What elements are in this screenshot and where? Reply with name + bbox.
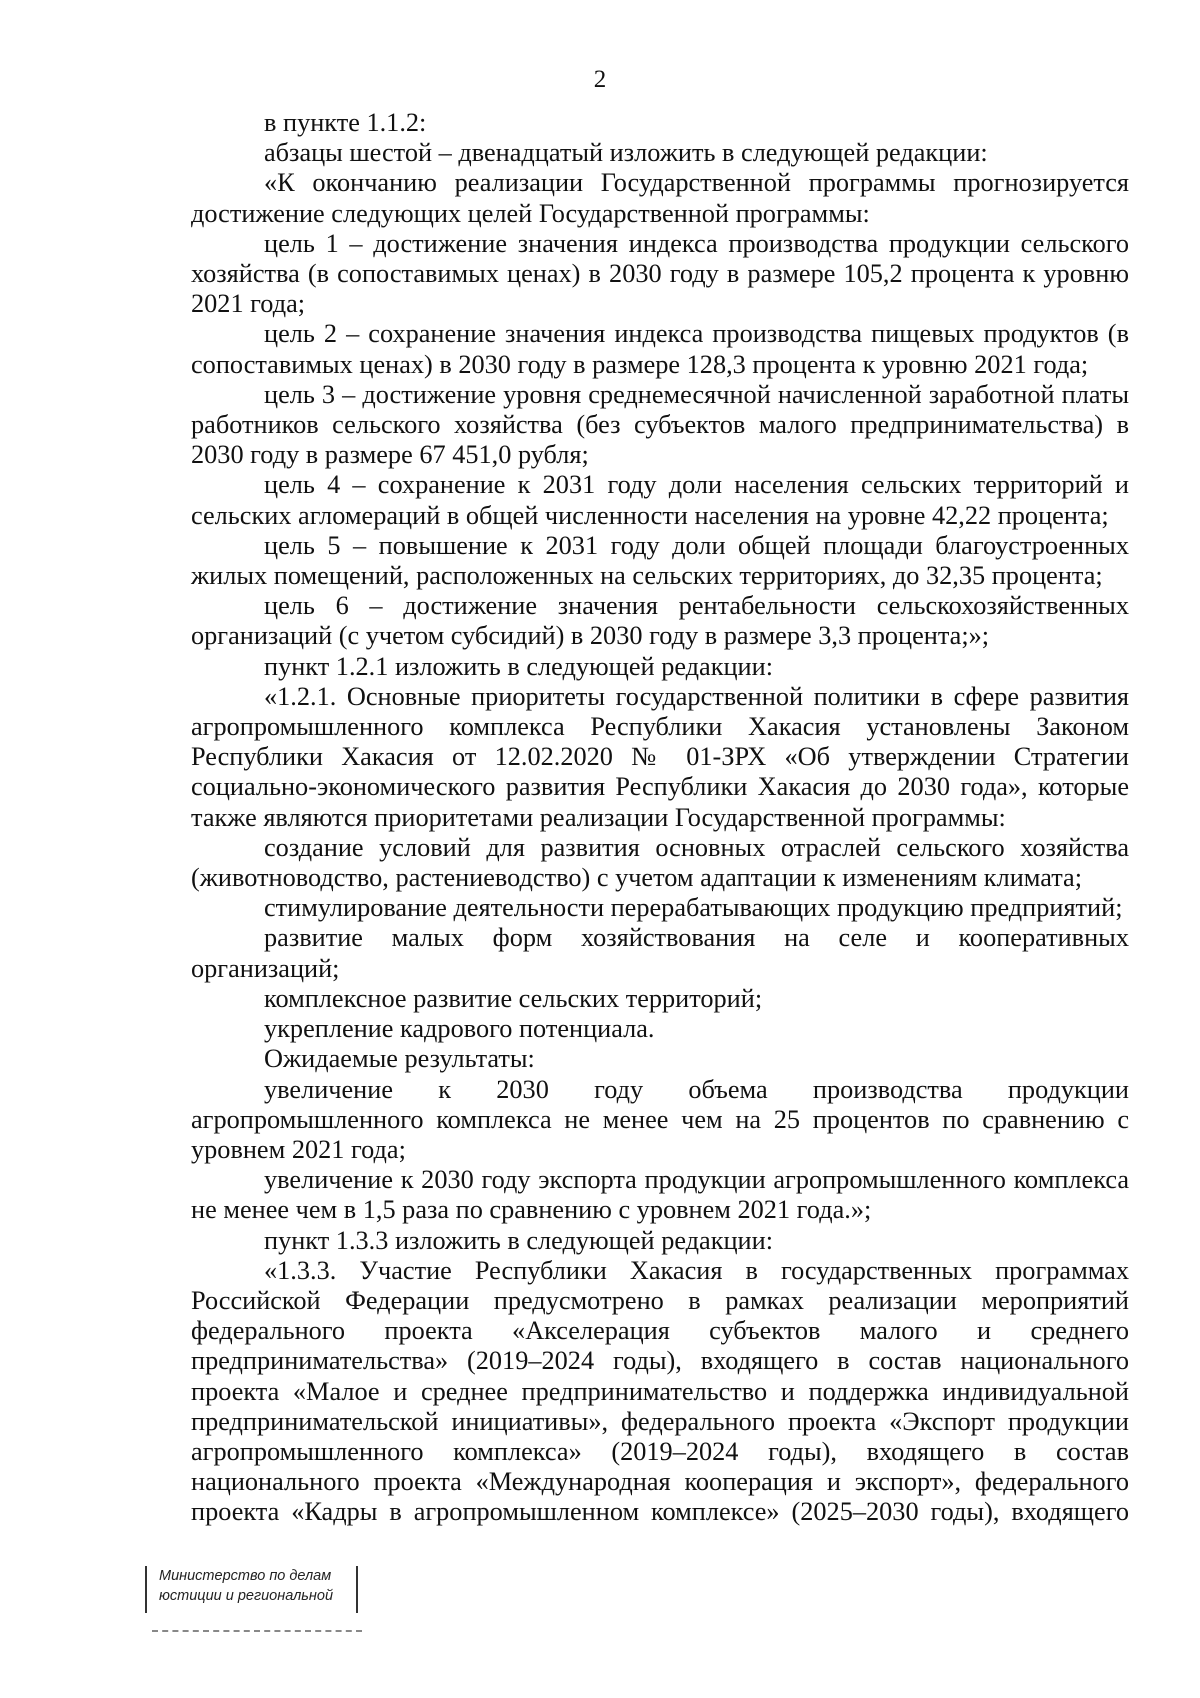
stamp-bottom-border (152, 1630, 362, 1632)
paragraph: Ожидаемые результаты: (264, 1044, 535, 1074)
paragraph: укрепление кадрового потенциала. (264, 1014, 655, 1044)
paragraph: цель 5 – повышение к 2031 году доли общей площади благоустроенных жилых помещений, расположенных на сельских территориях, до 32,35 процента; (191, 530, 1129, 591)
page-number: 2 (593, 66, 607, 93)
stamp-line-2: юстиции и региональной (159, 1588, 334, 1604)
stamp-line-1: Министерство по делам (159, 1568, 332, 1584)
paragraph: пункт 1.3.3 изложить в следующей редакции: (264, 1225, 774, 1255)
paragraph: развитие малых форм хозяйствования на селе и кооперативных организаций; (191, 923, 1129, 983)
paragraph: комплексное развитие сельских территорий; (264, 983, 763, 1013)
paragraph: создание условий для развития основных отраслей сельского хозяйства (животноводство, растениеводство) с учетом адаптации к изменениям климата; (191, 832, 1129, 893)
paragraph: цель 3 – достижение уровня среднемесячной начисленной заработной платы работников сельского хозяйства (без субъектов малого предпринимательства) в 2030 году в размере 67 451,0 рубля; (191, 379, 1129, 470)
registration-stamp (145, 1566, 358, 1613)
paragraph: стимулирование деятельности перерабатывающих продукцию предприятий; (264, 893, 1123, 923)
paragraph: цель 1 – достижение значения индекса производства продукции сельского хозяйства (в сопоставимых ценах) в 2030 году в размере 105,2 процента к уровню 2021 года; (191, 228, 1129, 319)
paragraph: цель 4 – сохранение к 2031 году доли населения сельских территорий и сельских агломераций в общей численности населения на уровне 42,22 процента; (191, 470, 1129, 530)
paragraph: в пункте 1.1.2: (264, 108, 427, 137)
paragraph: увеличение к 2030 году экспорта продукции агропромышленного комплекса не менее чем в 1,5 раза по сравнению с уровнем 2021 года.»; (191, 1165, 1129, 1225)
paragraph: цель 6 – достижение значения рентабельности сельскохозяйственных организаций (с учетом субсидий) в 2030 году в размере 3,3 процента;»; (191, 591, 1129, 651)
paragraph: цель 2 – сохранение значения индекса производства пищевых продуктов (в сопоставимых ценах) в 2030 году в размере 128,3 процента к уровню 2021 года; (191, 319, 1129, 379)
paragraph: «1.2.1. Основные приоритеты государственной политики в сфере развития агропромышленного комплекса Республики Хакасия установлены Законом Республики Хакасия от 12.02.2020 № 01-ЗРХ «Об утверждении Стратегии социально-экономического развития Республики Хакасия до 2030 года», которые также являются приоритетами реализации Государственной программы: (191, 681, 1129, 832)
paragraph: «К окончанию реализации Государственной программы прогнозируется достижение следующих целей Государственной программы: (191, 168, 1129, 228)
document-body (191, 108, 1129, 1528)
paragraph: «1.3.3. Участие Республики Хакасия в государственных программах Российской Федерации предусмотрено в рамках реализации мероприятий федерального проекта «Акселерация субъектов малого и среднего предпринимательства» (2019–2024 годы), входящего в состав национального проекта «Малое и среднее предпринимательство и поддержка индивидуальной предпринимательской инициативы», федерального проекта «Экспорт продукции агропромышленного комплекса» (2019–2024 годы), входящего в состав национального проекта «Международная кооперация и экспорт», федерального проекта «Кадры в агропромышленном комплексе» (2025–2030 годы), входящего (191, 1255, 1129, 1527)
paragraph: пункт 1.2.1 изложить в следующей редакции: (264, 651, 774, 681)
paragraph: увеличение к 2030 году объема производства продукции агропромышленного комплекса не менее чем на 25 процентов по сравнению с уровнем 2021 года; (191, 1074, 1129, 1164)
paragraph: абзацы шестой – двенадцатый изложить в следующей редакции: (264, 138, 988, 168)
